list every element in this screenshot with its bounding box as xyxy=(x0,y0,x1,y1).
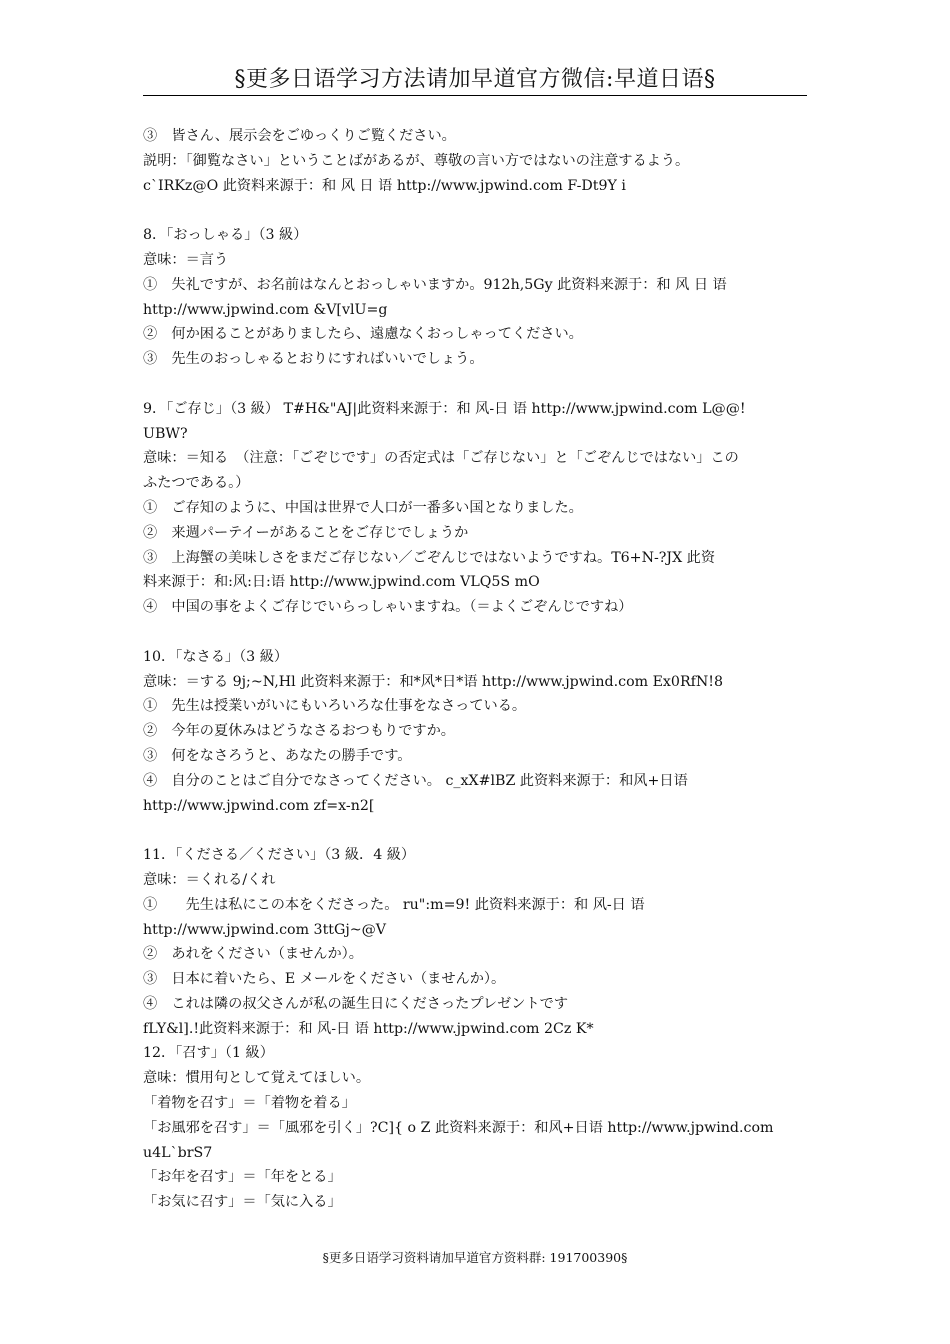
text-line: ① 失礼ですが、お名前はなんとおっしゃいますか。912h,5Gy 此资料来源于：和 风 日 语 xyxy=(143,276,727,293)
text-line: ② 今年の夏休みはどうなさるおつもりですか。 xyxy=(143,723,455,740)
text-line: 「着物を召す」＝「着物を着る」 xyxy=(143,1095,356,1112)
text-line: http://www.jpwind.com &V[vlU=g xyxy=(143,301,388,318)
text-line: ① 先生は私にこの本をくださった。 ru":m=9! 此资料来源于：和 风-日 语 xyxy=(143,896,645,913)
text-line: 8．「おっしゃる」（3 級） xyxy=(143,227,308,244)
text-line: http://www.jpwind.com 3ttGj~@V xyxy=(143,921,387,938)
text-line: 「お気に召す」＝「気に入る」 xyxy=(143,1194,342,1211)
document-body xyxy=(143,124,807,1215)
page-footer: §更多日语学习资料请加早道官方资料群: 191700390§ xyxy=(322,1250,628,1265)
text-line: ② あれをください（ませんか）。 xyxy=(143,946,363,963)
text-line: 説明：「御覧なさい」ということばがあるが、尊敬の言い方ではないの注意するよう。 xyxy=(143,152,690,169)
text-line: ③ 日本に着いたら、E メールをください（ませんか）。 xyxy=(143,971,506,988)
text-line: 意味：慣用句として覚えてほしい。 xyxy=(143,1070,371,1087)
paragraph-gap xyxy=(143,198,807,223)
text-line: 意味：＝する 9j;~N,Hl 此资料来源于：和*风*日*语 http://www.jpwind.com Ex0RfN!8 xyxy=(143,673,724,690)
text-line: 9．「ご存じ」（3 級） T#H&"AJ|此资料来源于：和 风-日 语 http://www.jpwind.com L@@! xyxy=(143,400,746,417)
text-line: c`IRKz@O 此资料来源于：和 风 日 语 http://www.jpwind.com F-Dt9Y i xyxy=(143,177,626,194)
text-line: ① ご存知のように、中国は世界で人口が一番多い国となりました。 xyxy=(143,499,583,516)
text-line: fLY&l].!此资料来源于：和 风-日 语 http://www.jpwind.com 2Cz K* xyxy=(143,1020,594,1037)
text-line: ③ 先生のおっしゃるとおりにすればいいでしょう。 xyxy=(143,351,484,368)
text-line: ④ 自分のことはご自分でなさってください。 c_xX#lBZ 此资料来源于：和风+日语 xyxy=(143,772,688,789)
text-line: ④ 中国の事をよくご存じでいらっしゃいますね。（＝よくごぞんじですね） xyxy=(143,599,633,616)
text-line: 12．「召す」（1 級） xyxy=(143,1045,274,1062)
text-line: UBW? xyxy=(143,425,188,442)
page-header-title: §更多日语学习方法请加早道官方微信:早道日语§ xyxy=(234,67,716,92)
text-line: ふたつである。） xyxy=(143,475,250,492)
paragraph-gap xyxy=(143,620,807,645)
paragraph-gap xyxy=(143,818,807,843)
text-line: 「お年を召す」＝「年をとる」 xyxy=(143,1169,342,1186)
text-line: ② 来週パーテイーがあることをご存じでしょうか xyxy=(143,524,469,541)
text-line: ① 先生は授業いがいにもいろいろな仕事をなさっている。 xyxy=(143,698,527,715)
text-line: ③ 皆さん、展示会をごゆっくりご覧ください。 xyxy=(143,128,456,144)
text-line: ③ 上海蟹の美味しさをまだご存じない／ごぞんじではないようですね。T6+N-?JX 此资 xyxy=(143,549,716,566)
text-line: 11．「くださる／ください」（3 級．4 級） xyxy=(143,847,416,864)
text-line: http://www.jpwind.com zf=x-n2[ xyxy=(143,797,375,814)
text-line: 「お風邪を召す」＝「風邪を引く」?C]{ o Z 此资料来源于：和风+日语 http://www.jpwind.com xyxy=(143,1119,774,1136)
text-line: 10．「なさる」（3 級） xyxy=(143,648,289,665)
text-line: 料来源于：和:风:日:语 http://www.jpwind.com VLQ5S mO xyxy=(143,574,540,591)
text-line: ② 何か困ることがありましたら、遠慮なくおっしゃってください。 xyxy=(143,326,583,343)
header-divider xyxy=(143,95,807,96)
text-line: 意味：＝くれる/くれ xyxy=(143,871,276,888)
text-line: ④ これは隣の叔父さんが私の誕生日にくださったプレゼントです xyxy=(143,995,569,1012)
text-line: 意味：＝言う xyxy=(143,251,229,268)
paragraph-gap xyxy=(143,372,807,397)
text-line: 意味：＝知る （注意：「ごぞじです」の否定式は「ご存じない」と「ごぞんじではない」この xyxy=(143,450,739,467)
text-line: ③ 何をなさろうと、あなたの勝手です。 xyxy=(143,747,412,764)
text-line: u4L`brS7 xyxy=(143,1144,213,1161)
